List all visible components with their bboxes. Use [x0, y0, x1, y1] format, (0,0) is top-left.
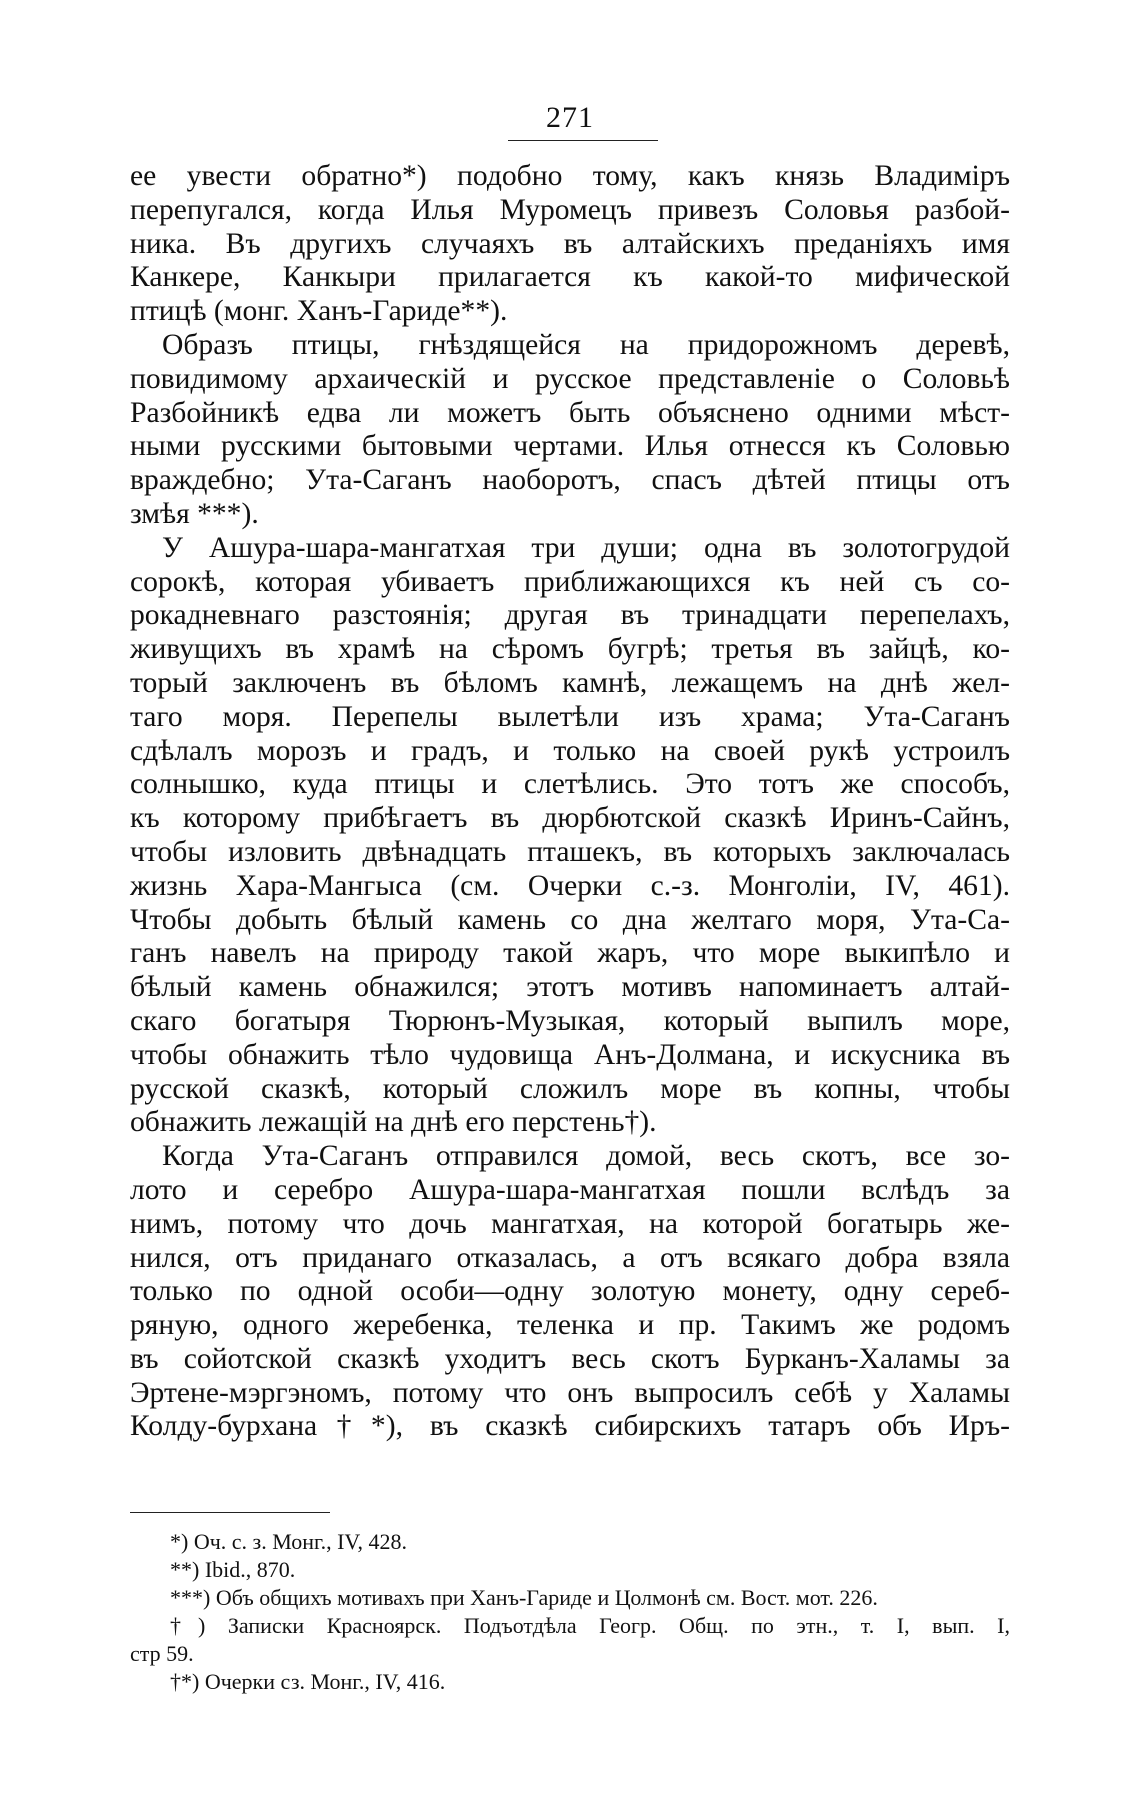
text-line: лото и серебро Ашура-шара-мангатхая пошли вслѣдъ за [130, 1173, 1010, 1206]
text-line: таго моря. Перепелы вылетѣли изъ храма; Ута-Саганъ [130, 700, 1010, 733]
body-text [130, 160, 1010, 1444]
text-line: чтобы изловить двѣнадцать пташекъ, въ которыхъ заключалась [130, 835, 1010, 868]
text-line: только по одной особи—одну золотую монету, одну сереб- [130, 1275, 1010, 1308]
text-line: ее увести обратно*) подобно тому, какъ князь Владиміръ [130, 160, 1010, 192]
text-line: солнышко, куда птицы и слетѣлись. Это тотъ же способъ, [130, 768, 1010, 801]
text-line: Эртене-мэргэномъ, потому что онъ выпросилъ себѣ у Халамы [130, 1376, 1010, 1409]
footnote: ***) Объ общихъ мотивахъ при Ханъ-Гариде и Цолмонѣ см. Вост. мот. 226. [170, 1585, 878, 1610]
text-line: ганъ навелъ на природу такой жаръ, что море выкипѣло и [130, 937, 1010, 970]
text-line: сдѣлалъ морозъ и градъ, и только на своей рукѣ устроилъ [130, 734, 1010, 767]
text-line: враждебно; Ута-Саганъ наоборотъ, спасъ дѣтей птицы отъ [130, 464, 1010, 497]
text-line: ряную, одного жеребенка, теленка и пр. Такимъ же родомъ [130, 1309, 1010, 1342]
text-line: жизнь Хара-Мангыса (см. Очерки с.-з. Монголіи, IV, 461). [130, 869, 1010, 902]
text-line: къ которому прибѣгаетъ въ дюрбютской сказкѣ Иринъ-Сайнъ, [130, 802, 1010, 835]
text-line: нился, отъ приданаго отказалась, а отъ всякаго добра взяла [130, 1241, 1010, 1274]
text-line: русской сказкѣ, который сложилъ море въ копны, чтобы [130, 1072, 1010, 1105]
header-rule [508, 140, 658, 141]
text-line: повидимому архаическій и русское представленіе о Соловьѣ [130, 362, 1010, 395]
text-line: сорокѣ, которая убиваетъ приближающихся къ ней съ со- [130, 565, 1010, 598]
footnote: †*) Очерки сз. Монг., IV, 416. [170, 1669, 446, 1694]
text-line: змѣя ***). [130, 497, 259, 530]
text-line: Чтобы добыть бѣлый камень со дна желтаго моря, Ута-Са- [130, 903, 1010, 936]
text-line: въ сойотской сказкѣ уходитъ весь скотъ Бурканъ-Халамы за [130, 1342, 1010, 1375]
text-line: ными русскими бытовыми чертами. Илья отнесся къ Соловью [130, 430, 1010, 463]
footnotes [130, 1528, 1010, 1696]
text-line: Образъ птицы, гнѣздящейся на придорожномъ деревѣ, [162, 328, 1010, 361]
text-line: живущихъ въ храмѣ на сѣромъ бугрѣ; третья въ зайцѣ, ко- [130, 633, 1010, 666]
text-line: Разбойникѣ едва ли можетъ быть объяснено одними мѣст- [130, 396, 1010, 429]
text-line: скаго богатыря Тюрюнъ-Музыкая, который выпилъ море, [130, 1004, 1010, 1037]
text-line: Когда Ута-Саганъ отправился домой, весь скотъ, все зо- [162, 1140, 1010, 1173]
footnote-rule [130, 1512, 330, 1513]
text-line: обнажить лежащій на днѣ его перстень†). [130, 1106, 657, 1139]
text-line: У Ашура-шара-мангатхая три души; одна въ золотогрудой [162, 531, 1010, 564]
footnote: **) Ibid., 870. [170, 1557, 296, 1582]
text-line: птицѣ (монг. Ханъ-Гариде**). [130, 295, 508, 328]
footnote: †) Записки Красноярск. Подъотдѣла Геогр. Общ. по этн., т. I, вып. I, [170, 1613, 1010, 1638]
text-line: рокадневнаго разстоянія; другая въ тринадцати перепелахъ, [130, 599, 1010, 632]
text-line: бѣлый камень обнажился; этотъ мотивъ напоминаетъ алтай- [130, 971, 1010, 1004]
footnote: стр 59. [130, 1641, 194, 1666]
text-line: Канкере, Канкыри прилагается къ какой-то мифической [130, 261, 1010, 294]
text-line: чтобы обнажить тѣло чудовища Анъ-Долмана, и искусника въ [130, 1038, 1010, 1071]
text-line: ника. Въ другихъ случаяхъ въ алтайскихъ преданіяхъ имя [130, 227, 1010, 260]
text-line: нимъ, потому что дочь мангатхая, на которой богатырь же- [130, 1207, 1010, 1240]
page-number: 271 [546, 101, 594, 134]
footnote: *) Оч. с. з. Монг., IV, 428. [170, 1529, 407, 1554]
text-line: перепугался, когда Илья Муромецъ привезъ Соловья разбой- [130, 193, 1010, 226]
text-line: Колду-бурхана†*), въ сказкѣ сибирскихъ татаръ объ Иръ- [130, 1410, 1010, 1443]
text-line: торый заключенъ въ бѣломъ камнѣ, лежащемъ на днѣ жел- [130, 666, 1010, 699]
